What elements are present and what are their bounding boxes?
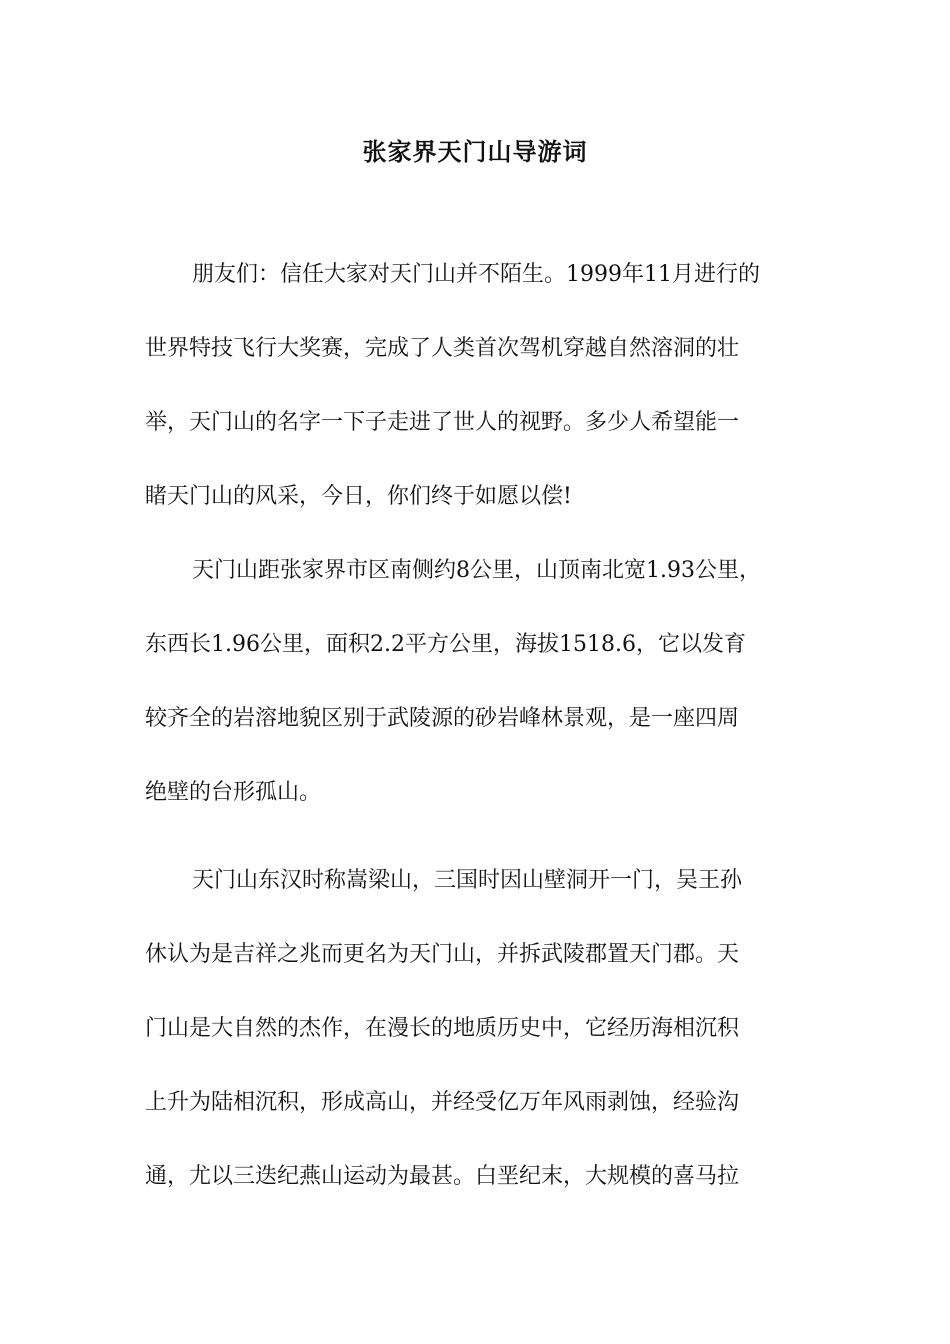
document-title: 张家界天门山导游词 [362, 137, 588, 166]
paragraph-line: 朋友们：信任大家对天门山并不陌生。1999年11月进行的 [192, 262, 760, 287]
paragraph-line: 门山是大自然的杰作，在漫长的地质历史中，它经历海相沉积 [145, 1016, 740, 1041]
paragraph-line: 上升为陆相沉积，形成高山，并经受亿万年风雨剥蚀，经验沟 [145, 1090, 740, 1115]
paragraph-line: 休认为是吉祥之兆而更名为天门山，并拆武陵郡置天门郡。天 [145, 942, 740, 967]
paragraph-line: 天门山距张家界市区南侧约8公里，山顶南北宽1.93公里， [192, 558, 761, 583]
paragraph-gap [145, 847, 805, 861]
paragraph-line: 较齐全的岩溶地貌区别于武陵源的砂岩峰林景观，是一座四周 [145, 706, 740, 731]
paragraph-line: 通，尤以三迭纪燕山运动为最甚。白垩纪末，大规模的喜马拉 [145, 1164, 740, 1189]
paragraph-line: 东西长1.96公里，面积2.2平方公里，海拔1518.6，它以发育 [145, 632, 746, 657]
document-body [145, 255, 805, 1231]
paragraph-line: 绝壁的台形孤山。 [145, 780, 322, 805]
paragraph-line: 睹天门山的风采，今日，你们终于如愿以偿! [145, 484, 572, 509]
paragraph-2 [145, 551, 805, 847]
paragraph-line: 举，天门山的名字一下子走进了世人的视野。多少人希望能一 [145, 410, 740, 435]
paragraph-3 [145, 861, 805, 1231]
paragraph-line: 世界特技飞行大奖赛，完成了人类首次驾机穿越自然溶洞的壮 [145, 336, 740, 361]
paragraph-line: 天门山东汉时称嵩梁山，三国时因山壁洞开一门，吴王孙 [192, 868, 743, 893]
paragraph-1 [145, 255, 805, 551]
